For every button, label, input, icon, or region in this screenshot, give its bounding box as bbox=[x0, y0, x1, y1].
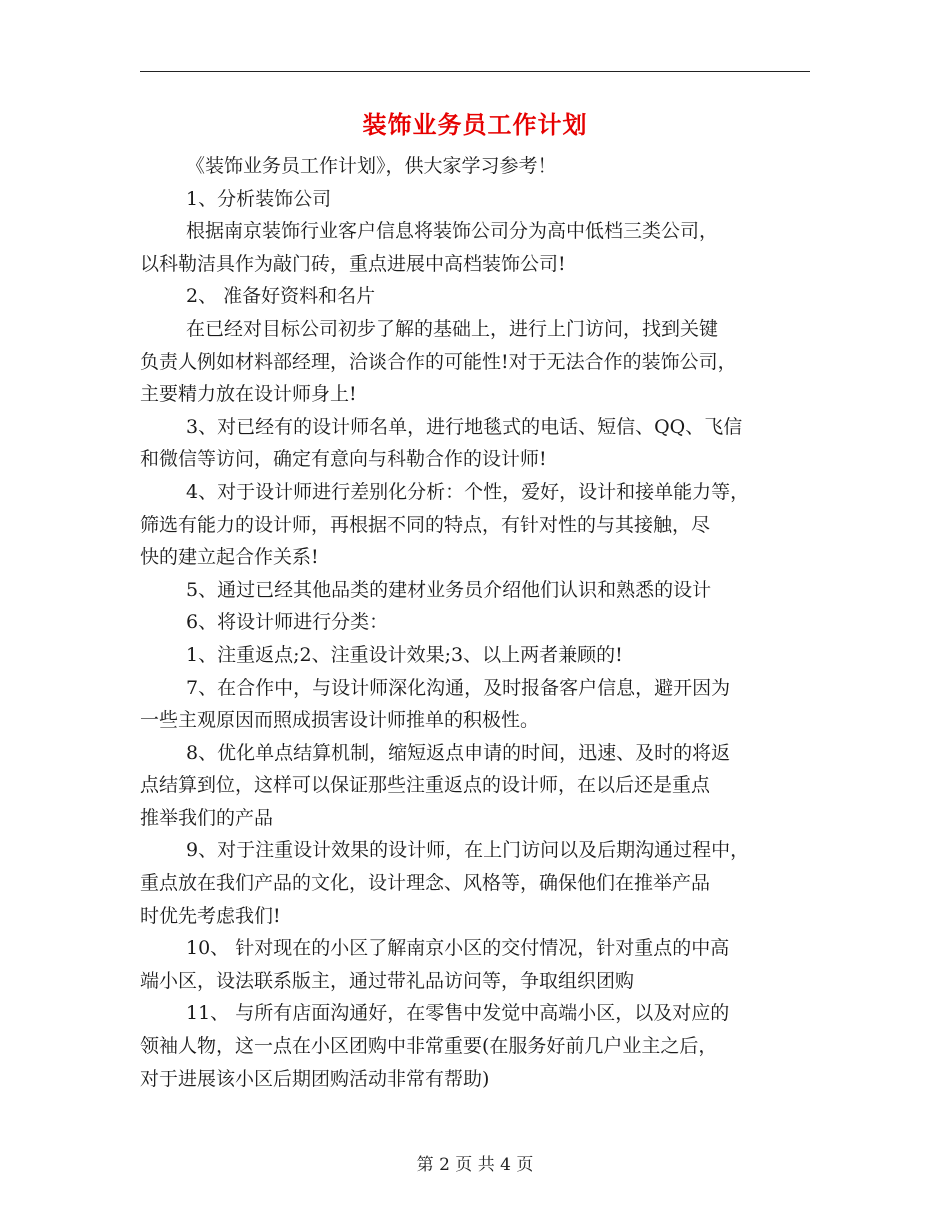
paragraph-line: 点结算到位，这样可以保证那些注重返点的设计师，在以后还是重点 bbox=[140, 774, 711, 797]
paragraph-line: 负责人例如材料部经理，洽谈合作的可能性!对于无法合作的装饰公司， bbox=[140, 350, 737, 373]
paragraph-line: 10、 针对现在的小区了解南京小区的交付情况，针对重点的中高 bbox=[186, 937, 730, 960]
paragraph-line: 在已经对目标公司初步了解的基础上，进行上门访问，找到关键 bbox=[186, 317, 719, 340]
paragraph-line: 重点放在我们产品的文化，设计理念、风格等，确保他们在推举产品 bbox=[140, 872, 711, 895]
paragraph-line: 1、注重返点;2、注重设计效果;3、以上两者兼顾的! bbox=[186, 643, 623, 666]
document-title: 装饰业务员工作计划 bbox=[362, 110, 588, 139]
paragraph-line: 时优先考虑我们! bbox=[140, 904, 281, 927]
page-footer: 第 2 页 共 4 页 bbox=[416, 1155, 534, 1175]
paragraph-line: 推举我们的产品 bbox=[140, 806, 274, 829]
paragraph-line: 对于进展该小区后期团购活动非常有帮助) bbox=[140, 1067, 490, 1090]
header-rule bbox=[140, 71, 810, 72]
paragraph-line: 11、 与所有店面沟通好，在零售中发觉中高端小区，以及对应的 bbox=[186, 1002, 730, 1025]
paragraph-line: 快的建立起合作关系! bbox=[140, 546, 319, 569]
paragraph-line: 以科勒洁具作为敲门砖，重点进展中高档装饰公司! bbox=[140, 252, 566, 275]
paragraph-line: 7、在合作中，与设计师深化沟通，及时报备客户信息，避开因为 bbox=[186, 676, 731, 699]
paragraph-line: 2、 准备好资料和名片 bbox=[186, 285, 376, 308]
paragraph-line: 端小区，设法联系版主，通过带礼品访问等，争取组织团购 bbox=[140, 969, 635, 992]
paragraph-line: 主要精力放在设计师身上! bbox=[140, 383, 357, 406]
paragraph-line: 9、对于注重设计效果的设计师，在上门访问以及后期沟通过程中， bbox=[186, 839, 750, 862]
paragraph-line: 8、优化单点结算机制，缩短返点申请的时间，迅速、及时的将返 bbox=[186, 741, 731, 764]
paragraph-line: 《装饰业务员工作计划》，供大家学习参考！ bbox=[186, 155, 557, 177]
paragraph-line: 5、通过已经其他品类的建材业务员介绍他们认识和熟悉的设计 bbox=[186, 578, 712, 601]
paragraph-line: 6、将设计师进行分类： bbox=[186, 611, 389, 634]
paragraph-line: 和微信等访问，确定有意向与科勒合作的设计师! bbox=[140, 448, 547, 471]
paragraph-line: 1、分析装饰公司 bbox=[186, 187, 332, 210]
paragraph-line: 领袖人物，这一点在小区团购中非常重要(在服务好前几户业主之后， bbox=[140, 1035, 718, 1058]
paragraph-line: 根据南京装饰行业客户信息将装饰公司分为高中低档三类公司， bbox=[186, 220, 719, 243]
paragraph-line: 4、对于设计师进行差别化分析：个性，爱好，设计和接单能力等， bbox=[186, 480, 750, 503]
paragraph-line: 3、对已经有的设计师名单，进行地毯式的电话、短信、QQ、飞信 bbox=[186, 415, 743, 438]
document-body bbox=[140, 150, 812, 1095]
paragraph-line: 筛选有能力的设计师，再根据不同的特点，有针对性的与其接触，尽 bbox=[140, 513, 711, 536]
paragraph-line: 一些主观原因而照成损害设计师推单的积极性。 bbox=[140, 709, 540, 732]
